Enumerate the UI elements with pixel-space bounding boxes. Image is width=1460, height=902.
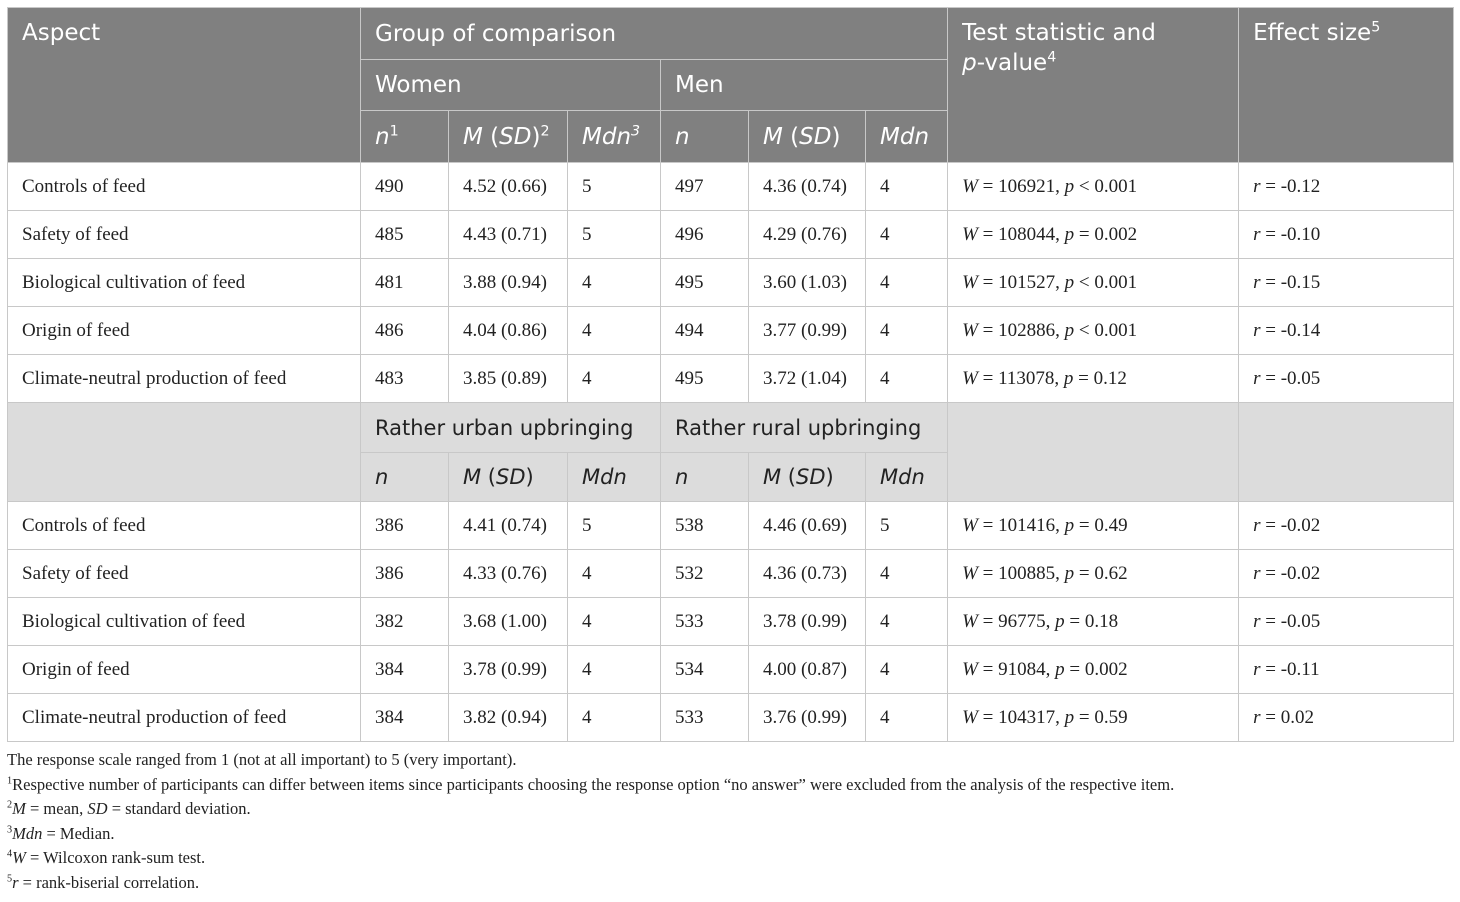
cell-msd-group1: 3.82 (0.94) xyxy=(449,694,568,742)
cell-effect-size: r = -0.10 xyxy=(1239,211,1454,259)
cell-msd-group2: 3.76 (0.99) xyxy=(749,694,866,742)
cell-aspect: Climate-neutral production of feed xyxy=(8,694,361,742)
footnote-5: $^5$r = rank-biserial correlation. xyxy=(7,872,200,892)
cell-test-statistic: W = 101416, p = 0.49 xyxy=(948,502,1239,550)
section-gender-body xyxy=(8,163,1454,403)
cell-test-statistic: W = 100885, p = 0.62 xyxy=(948,550,1239,598)
cell-n-group2: 497 xyxy=(661,163,749,211)
subheader-group-rural: Rather rural upbringing xyxy=(661,403,948,453)
cell-test-statistic: W = 113078, p = 0.12 xyxy=(948,355,1239,403)
gender-row xyxy=(8,259,1454,307)
cell-test-statistic: W = 96775, p = 0.18 xyxy=(948,598,1239,646)
cell-mdn-group1: 4 xyxy=(568,355,661,403)
cell-aspect: Climate-neutral production of feed xyxy=(8,355,361,403)
cell-test-statistic: W = 101527, p < 0.001 xyxy=(948,259,1239,307)
gender-row xyxy=(8,355,1454,403)
header-mdn-men: Mdn xyxy=(866,111,948,163)
cell-msd-group2: 3.72 (1.04) xyxy=(749,355,866,403)
header-msd-women: M (SD)$^2$ xyxy=(449,111,568,163)
subheader-mdn-urban: Mdn xyxy=(568,453,661,502)
cell-n-group2: 495 xyxy=(661,259,749,307)
cell-n-group2: 538 xyxy=(661,502,749,550)
cell-msd-group1: 4.33 (0.76) xyxy=(449,550,568,598)
upbringing-row xyxy=(8,694,1454,742)
cell-n-group2: 532 xyxy=(661,550,749,598)
cell-effect-size: r = -0.12 xyxy=(1239,163,1454,211)
header-n-women: $n^1$ xyxy=(361,111,449,163)
cell-n-group1: 481 xyxy=(361,259,449,307)
cell-mdn-group2: 4 xyxy=(866,646,948,694)
cell-mdn-group1: 5 xyxy=(568,211,661,259)
cell-mdn-group2: 4 xyxy=(866,211,948,259)
cell-effect-size: r = 0.02 xyxy=(1239,694,1454,742)
cell-msd-group2: 4.00 (0.87) xyxy=(749,646,866,694)
cell-msd-group1: 4.41 (0.74) xyxy=(449,502,568,550)
cell-mdn-group1: 4 xyxy=(568,646,661,694)
cell-msd-group2: 4.46 (0.69) xyxy=(749,502,866,550)
cell-msd-group2: 3.60 (1.03) xyxy=(749,259,866,307)
cell-msd-group1: 3.85 (0.89) xyxy=(449,355,568,403)
cell-n-group2: 496 xyxy=(661,211,749,259)
subheader-msd-rural: M (SD) xyxy=(749,453,866,502)
header-group-men: Men xyxy=(661,60,948,111)
footnote-3: $^3$Mdn = Median. xyxy=(7,823,115,843)
cell-n-group2: 495 xyxy=(661,355,749,403)
header-group-women: Women xyxy=(361,60,661,111)
cell-aspect: Safety of feed xyxy=(8,550,361,598)
cell-mdn-group2: 4 xyxy=(866,355,948,403)
table-footnotes xyxy=(7,748,1453,895)
cell-mdn-group1: 4 xyxy=(568,598,661,646)
upbringing-row xyxy=(8,646,1454,694)
subheader-msd-urban: M (SD) xyxy=(449,453,568,502)
cell-mdn-group2: 5 xyxy=(866,502,948,550)
cell-mdn-group2: 4 xyxy=(866,307,948,355)
cell-msd-group1: 4.52 (0.66) xyxy=(449,163,568,211)
subheader-blank-aspect xyxy=(8,403,361,502)
header-aspect: Aspect xyxy=(8,8,361,163)
cell-effect-size: r = -0.14 xyxy=(1239,307,1454,355)
cell-n-group2: 534 xyxy=(661,646,749,694)
upbringing-row xyxy=(8,502,1454,550)
header-mdn-women: Mdn$^3$ xyxy=(568,111,661,163)
section-upbringing-body xyxy=(8,502,1454,742)
cell-msd-group1: 4.04 (0.86) xyxy=(449,307,568,355)
cell-n-group1: 490 xyxy=(361,163,449,211)
gender-row xyxy=(8,163,1454,211)
cell-mdn-group1: 4 xyxy=(568,694,661,742)
cell-mdn-group2: 4 xyxy=(866,550,948,598)
cell-n-group2: 533 xyxy=(661,598,749,646)
cell-effect-size: r = -0.02 xyxy=(1239,550,1454,598)
cell-n-group1: 384 xyxy=(361,694,449,742)
cell-mdn-group2: 4 xyxy=(866,598,948,646)
cell-n-group1: 485 xyxy=(361,211,449,259)
cell-msd-group2: 3.77 (0.99) xyxy=(749,307,866,355)
cell-msd-group1: 3.88 (0.94) xyxy=(449,259,568,307)
cell-n-group2: 533 xyxy=(661,694,749,742)
cell-aspect: Biological cultivation of feed xyxy=(8,259,361,307)
cell-test-statistic: W = 102886, p < 0.001 xyxy=(948,307,1239,355)
cell-msd-group1: 3.78 (0.99) xyxy=(449,646,568,694)
cell-aspect: Controls of feed xyxy=(8,163,361,211)
gender-row xyxy=(8,211,1454,259)
cell-mdn-group1: 5 xyxy=(568,163,661,211)
cell-effect-size: r = -0.05 xyxy=(1239,598,1454,646)
cell-test-statistic: W = 108044, p = 0.002 xyxy=(948,211,1239,259)
subheader-group-urban: Rather urban upbringing xyxy=(361,403,661,453)
cell-n-group1: 386 xyxy=(361,502,449,550)
cell-mdn-group1: 4 xyxy=(568,550,661,598)
header-group-of-comparison: Group of comparison xyxy=(361,8,948,60)
header-effect-size: Effect size$^5$ xyxy=(1239,8,1454,163)
cell-msd-group2: 4.36 (0.74) xyxy=(749,163,866,211)
cell-msd-group1: 4.43 (0.71) xyxy=(449,211,568,259)
cell-msd-group1: 3.68 (1.00) xyxy=(449,598,568,646)
footnote-2: $^2$M = mean, SD = standard deviation. xyxy=(7,799,251,818)
cell-mdn-group1: 4 xyxy=(568,259,661,307)
header-msd-men: M (SD) xyxy=(749,111,866,163)
cell-mdn-group2: 4 xyxy=(866,259,948,307)
cell-test-statistic: W = 104317, p = 0.59 xyxy=(948,694,1239,742)
upbringing-row xyxy=(8,598,1454,646)
cell-mdn-group2: 4 xyxy=(866,163,948,211)
subheader-mdn-rural: Mdn xyxy=(866,453,948,502)
cell-n-group1: 386 xyxy=(361,550,449,598)
cell-effect-size: r = -0.05 xyxy=(1239,355,1454,403)
cell-n-group1: 486 xyxy=(361,307,449,355)
cell-mdn-group2: 4 xyxy=(866,694,948,742)
subheader-n-rural: n xyxy=(661,453,749,502)
cell-msd-group2: 3.78 (0.99) xyxy=(749,598,866,646)
cell-aspect: Controls of feed xyxy=(8,502,361,550)
header-n-men: n xyxy=(661,111,749,163)
cell-effect-size: r = -0.11 xyxy=(1239,646,1454,694)
cell-mdn-group1: 5 xyxy=(568,502,661,550)
subheader-blank-test xyxy=(948,403,1239,502)
cell-test-statistic: W = 106921, p < 0.001 xyxy=(948,163,1239,211)
results-table-container xyxy=(7,7,1453,895)
header-test-statistic: Test statistic and p-value$^4$ xyxy=(948,8,1239,163)
cell-aspect: Safety of feed xyxy=(8,211,361,259)
cell-n-group2: 494 xyxy=(661,307,749,355)
cell-n-group1: 483 xyxy=(361,355,449,403)
subheader-n-urban: n xyxy=(361,453,449,502)
cell-n-group1: 384 xyxy=(361,646,449,694)
cell-aspect: Origin of feed xyxy=(8,646,361,694)
cell-effect-size: r = -0.15 xyxy=(1239,259,1454,307)
cell-n-group1: 382 xyxy=(361,598,449,646)
cell-msd-group2: 4.36 (0.73) xyxy=(749,550,866,598)
cell-test-statistic: W = 91084, p = 0.002 xyxy=(948,646,1239,694)
subheader-blank-effect xyxy=(1239,403,1454,502)
cell-mdn-group1: 4 xyxy=(568,307,661,355)
gender-row xyxy=(8,307,1454,355)
footnote-scale: The response scale ranged from 1 (not at all important) to 5 (very important). xyxy=(7,750,517,769)
footnote-1: $^1$Respective number of participants can differ between items since participants choosing the response option “no answer” were excluded from the analysis of the respective item. xyxy=(7,774,1175,794)
cell-aspect: Biological cultivation of feed xyxy=(8,598,361,646)
cell-effect-size: r = -0.02 xyxy=(1239,502,1454,550)
upbringing-row xyxy=(8,550,1454,598)
cell-msd-group2: 4.29 (0.76) xyxy=(749,211,866,259)
cell-aspect: Origin of feed xyxy=(8,307,361,355)
results-table xyxy=(7,7,1454,742)
footnote-4: $^4$W = Wilcoxon rank-sum test. xyxy=(7,848,206,867)
